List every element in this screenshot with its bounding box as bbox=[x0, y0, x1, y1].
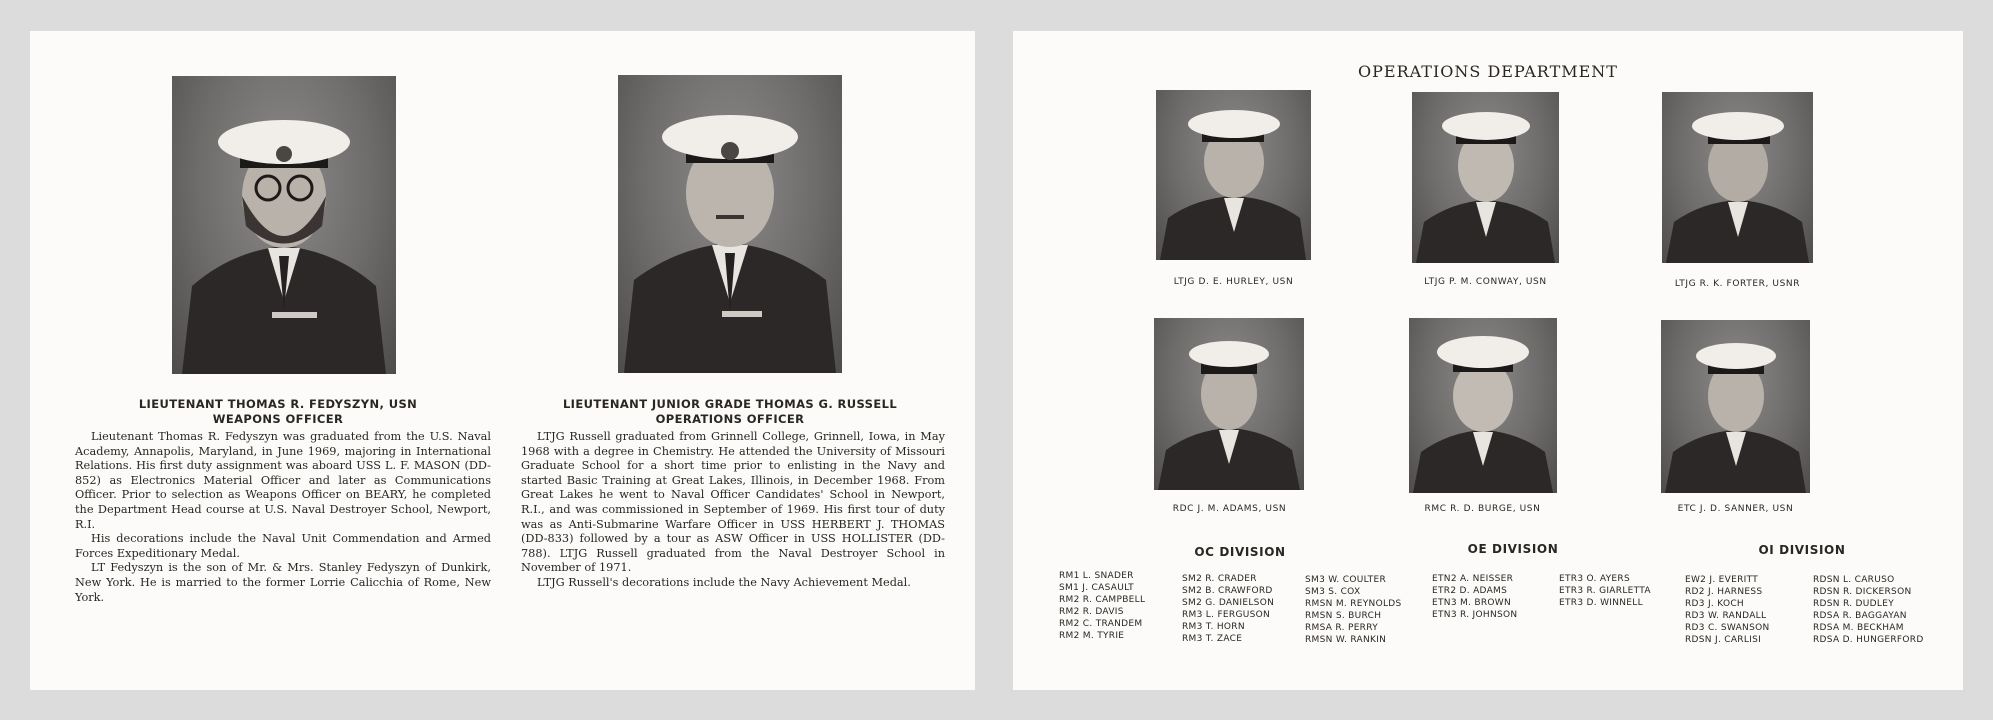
roster-entry: ETN2 A. NEISSER bbox=[1432, 574, 1514, 584]
conway-portrait-photo bbox=[1412, 92, 1559, 263]
fedyszyn-name-rank: LIEUTENANT THOMAS R. FEDYSZYN, USN bbox=[138, 397, 418, 411]
roster-entry: RDSA D. HUNGERFORD bbox=[1813, 635, 1924, 645]
hurley-caption: LTJG D. E. HURLEY, USN bbox=[1173, 277, 1294, 287]
roster-entry: RDSA M. BECKHAM bbox=[1813, 623, 1904, 633]
roster-entry: RMSN W. RANKIN bbox=[1305, 635, 1387, 645]
fedyszyn-biography bbox=[75, 430, 491, 605]
roster-entry: ETR3 O. AYERS bbox=[1559, 574, 1630, 584]
roster-entry: RM3 T. ZACE bbox=[1182, 634, 1243, 644]
fedyszyn-role: WEAPONS OFFICER bbox=[212, 412, 344, 426]
right-page bbox=[1013, 31, 1963, 690]
roster-entry: RMSN S. BURCH bbox=[1305, 611, 1382, 621]
fedyszyn-title bbox=[98, 397, 458, 427]
roster-entry: RD3 J. KOCH bbox=[1685, 599, 1744, 609]
roster-entry: SM2 R. CRADER bbox=[1182, 574, 1257, 584]
roster-entry: ETR2 D. ADAMS bbox=[1432, 586, 1508, 596]
roster-entry: RM3 T. HORN bbox=[1182, 622, 1245, 632]
roster-entry: RMSN M. REYNOLDS bbox=[1305, 599, 1402, 609]
roster-entry: RM2 M. TYRIE bbox=[1059, 631, 1125, 641]
sanner-caption: ETC J. D. SANNER, USN bbox=[1677, 504, 1794, 514]
roster-entry: SM3 W. COULTER bbox=[1305, 575, 1387, 585]
burge-portrait-photo bbox=[1409, 318, 1557, 493]
oc-division-title: OC DIVISION bbox=[1194, 545, 1286, 559]
fedyszyn-portrait-photo bbox=[172, 76, 396, 374]
department-title: OPERATIONS DEPARTMENT bbox=[1358, 62, 1618, 81]
burge-caption: RMC R. D. BURGE, USN bbox=[1424, 504, 1541, 514]
russell-title bbox=[530, 397, 930, 427]
roster-entry: RMSA R. PERRY bbox=[1305, 623, 1379, 633]
roster-entry: RD2 J. HARNESS bbox=[1685, 587, 1763, 597]
roster-entry: ETN3 M. BROWN bbox=[1432, 598, 1512, 608]
forter-caption: LTJG R. K. FORTER, USNR bbox=[1674, 279, 1801, 289]
oi-division-title: OI DIVISION bbox=[1758, 543, 1846, 557]
russell-name-rank: LIEUTENANT JUNIOR GRADE THOMAS G. RUSSELL bbox=[562, 397, 898, 411]
adams-caption: RDC J. M. ADAMS, USN bbox=[1172, 504, 1287, 514]
fedyszyn-bio-paragraph: LT Fedyszyn is the son of Mr. & Mrs. Stanley Fedyszyn of Dunkirk, New York. He is married to the former Lorrie Calicchia of Rome, New York. bbox=[75, 561, 491, 604]
roster-entry: ETN3 R. JOHNSON bbox=[1432, 610, 1518, 620]
roster-entry: SM1 J. CASAULT bbox=[1059, 583, 1134, 593]
oe-roster-column-1 bbox=[1432, 573, 1517, 621]
forter-portrait-photo bbox=[1662, 92, 1813, 263]
russell-bio-paragraph: LTJG Russell's decorations include the Navy Achievement Medal. bbox=[537, 575, 911, 589]
oc-roster-column-1 bbox=[1059, 570, 1145, 642]
roster-entry: RDSN L. CARUSO bbox=[1813, 575, 1895, 585]
roster-entry: SM2 G. DANIELSON bbox=[1182, 598, 1275, 608]
hurley-portrait-photo bbox=[1156, 90, 1311, 260]
oe-roster-column-2 bbox=[1559, 573, 1651, 609]
roster-entry: ETR3 D. WINNELL bbox=[1559, 598, 1643, 608]
roster-entry: RM2 C. TRANDEM bbox=[1059, 619, 1143, 629]
sanner-portrait-photo bbox=[1661, 320, 1810, 493]
oe-division-title: OE DIVISION bbox=[1467, 542, 1559, 556]
roster-entry: RDSA R. BAGGAYAN bbox=[1813, 611, 1907, 621]
fedyszyn-bio-paragraph: Lieutenant Thomas R. Fedyszyn was graduated from the U.S. Naval Academy, Annapolis, Maryland, in June 1969, majoring in International Relations. His first duty assignment was aboard USS L. F. MASON (DD-852) as Electronics Material Officer and later as Communications Officer. Prior to selection as Weapons Officer on BEARY, he completed the Department Head course at U.S. Naval Destroyer School, Newport, R.I. bbox=[75, 430, 491, 531]
russell-biography bbox=[521, 430, 945, 591]
russell-bio-paragraph: LTJG Russell graduated from Grinnell College, Grinnell, Iowa, in May 1968 with a degree in Chemistry. He attended the University of Missouri Graduate School for a short time prior to enlisting in the Navy and started Basic Training at Great Lakes, Illinois, in December 1968. From Great Lakes he went to Naval Officer Candidates' School in Newport, R.I., and was commissioned in September of 1969. His first tour of duty was as Anti-Submarine Warfare Officer in USS HERBERT J. THOMAS (DD-833) followed by a tour as ASW Officer in USS HOLLISTER (DD-788). LTJG Russell graduated from the Naval Destroyer School in November of 1971. bbox=[521, 430, 945, 575]
fedyszyn-bio-paragraph: His decorations include the Naval Unit Commendation and Armed Forces Expeditionary Medal. bbox=[75, 532, 491, 560]
roster-entry: EW2 J. EVERITT bbox=[1685, 575, 1759, 585]
adams-portrait-photo bbox=[1154, 318, 1304, 490]
roster-entry: RM1 L. SNADER bbox=[1059, 571, 1134, 581]
roster-entry: RDSN R. DUDLEY bbox=[1813, 599, 1894, 609]
roster-entry: SM2 B. CRAWFORD bbox=[1182, 586, 1273, 596]
oc-roster-column-3 bbox=[1305, 574, 1402, 646]
oi-roster-column-1 bbox=[1685, 574, 1770, 646]
oi-roster-column-2 bbox=[1813, 574, 1924, 646]
roster-entry: RDSN J. CARLISI bbox=[1685, 635, 1762, 645]
roster-entry: RDSN R. DICKERSON bbox=[1813, 587, 1912, 597]
roster-entry: RD3 C. SWANSON bbox=[1685, 623, 1770, 633]
oc-roster-column-2 bbox=[1182, 573, 1274, 645]
roster-entry: SM3 S. COX bbox=[1305, 587, 1361, 597]
roster-entry: RM3 L. FERGUSON bbox=[1182, 610, 1271, 620]
russell-role: OPERATIONS OFFICER bbox=[655, 412, 805, 426]
roster-entry: RM2 R. CAMPBELL bbox=[1059, 595, 1146, 605]
conway-caption: LTJG P. M. CONWAY, USN bbox=[1424, 277, 1547, 287]
left-page bbox=[30, 31, 975, 690]
roster-entry: RD3 W. RANDALL bbox=[1685, 611, 1767, 621]
roster-entry: RM2 R. DAVIS bbox=[1059, 607, 1124, 617]
roster-entry: ETR3 R. GIARLETTA bbox=[1559, 586, 1651, 596]
russell-portrait-photo bbox=[618, 75, 842, 373]
